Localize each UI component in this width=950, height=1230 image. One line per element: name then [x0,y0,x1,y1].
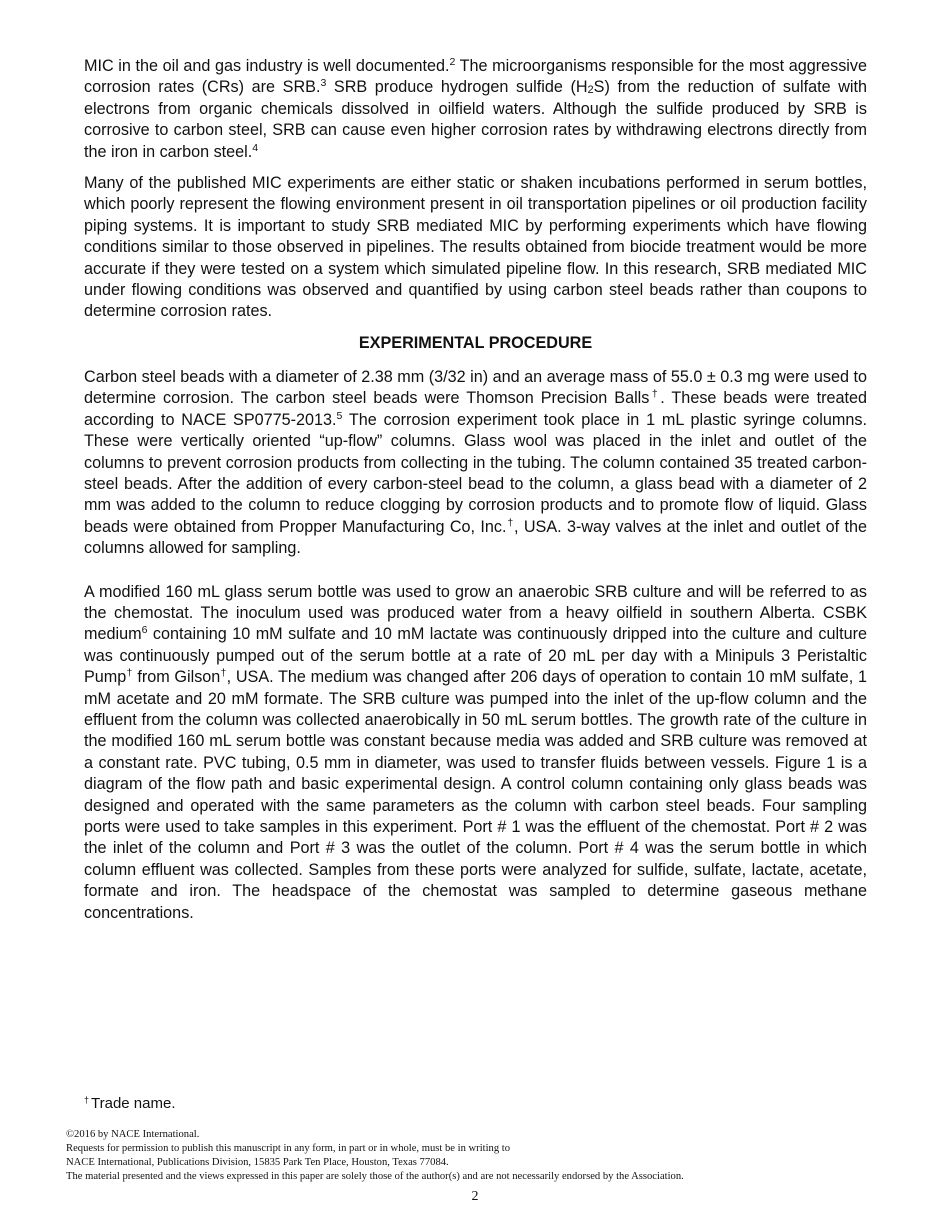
copyright-notice [66,1128,684,1184]
page-body [84,56,867,934]
copyright-line: Requests for permission to publish this manuscript in any form, in part or in whole, must be in writing to [66,1143,511,1154]
trademark-dagger: † [126,667,133,680]
text-run: containing 10 mM sulfate and 10 mM lactate was continuously dripped into the culture and culture was continuously pumped out of the serum bottle at a rate of 20 mL per day with a Minipuls 3 Peristaltic Pump [84,625,867,687]
text-run: MIC in the oil and gas industry is well documented. [84,57,450,75]
trademark-dagger: † [649,388,661,401]
copyright-line: The material presented and the views expressed in this paper are solely those of the author(s) and are not necessarily endorsed by the Association. [66,1171,684,1182]
trademark-dagger: † [220,667,227,680]
paragraph-intro-mic [84,56,867,163]
subscript: 2 [587,84,594,97]
text-run: , USA. The medium was changed after 206 days of operation to contain 10 mM sulfate, 1 mM acetate and 20 mM formate. The SRB culture was pumped into the inlet of the up-flow column and the effluent from the column was collected anaerobically in 50 mL serum bottles. The growth rate of the culture in the modified 160 mL serum bottle was constant because media was added and SRB culture was removed at a constant rate. PVC tubing, 0.5 mm in diameter, was used to transfer fluids between vessels. Figure 1 is a diagram of the flow path and basic experimental design. A control column containing only glass beads was designed and operated with the same parameters as the column with carbon steel beads. Four sampling ports were used to take samples in this experiment. Port # 1 was the effluent of the chemostat. Port # 2 was the inlet of the column and Port # 3 was the outlet of the column. Port # 4 was the serum bottle in which column effluent was collected. Samples from these ports were analyzed for sulfide, sulfate, lactate, acetate, formate and iron. The headspace of the chemostat was sampled to determine gaseous methane concentrations. [84,668,867,922]
paragraph-chemostat [84,582,867,925]
text-run: Carbon steel beads with a diameter of 2.38 mm (3/32 in) and an average mass of 55.0 ± 0.3 mg were used to determine corrosion. The carbon steel beads were Thomson Precision Balls [84,367,867,408]
text-run: The corrosion experiment took place in 1 mL plastic syringe columns. These were vertically oriented “up-flow” columns. Glass wool was placed in the inlet and outlet of the columns to prevent corrosion products from collecting in the tubing. The column contained 35 treated carbon-steel beads. After the addition of every carbon-steel bead to the column, a glass bead with a diameter of 2 mm was added to the column to reduce clogging by corrosion products and to promote flow of liquid. Glass beads were obtained from Propper Manufacturing Co, Inc. [84,410,867,536]
text-run: The microorganisms responsible for the most aggressive corrosion rates (CRs) are SRB. [84,57,867,97]
text-run: A modified 160 mL glass serum bottle was used to grow an anaerobic SRB culture and will be referred to as the chemostat. The inoculum used was produced water from a heavy oilfield in southern Alberta. CSBK medium [84,582,867,644]
footnote-mark: † [84,1096,90,1105]
copyright-line: NACE International, Publications Division, 15835 Park Ten Place, Houston, Texas 77084. [66,1157,449,1168]
footnote [84,1096,176,1108]
text-run: , USA. 3-way valves at the inlet and outlet of the columns allowed for sampling. [84,517,868,558]
paragraph-published-experiments: Many of the published MIC experiments are either static or shaken incubations performed in serum bottles, which poorly represent the flowing environment present in oil transportation pipelines or oil production facility piping systems. It is important to study SRB mediated MIC by performing experiments which have flowing conditions similar to those observed in pipelines. The results obtained from biocide treatment would be more accurate if they were tested on a system which simulated pipeline flow. In this research, SRB mediated MIC under flowing conditions was observed and quantified by using carbon steel beads rather than coupons to determine corrosion rates. [84,174,867,321]
citation-ref: 4 [252,141,259,154]
citation-ref: 6 [141,624,148,637]
text-run: . These beads were treated according to NACE SP0775-2013. [84,389,867,429]
citation-ref: 3 [320,77,327,90]
section-heading: EXPERIMENTAL PROCEDURE [358,333,593,352]
text-run: S) from the reduction of sulfate with electrons from organic chemicals dissolved in oilfield waters. Although the sulfide produced by SRB is corrosive to carbon steel, SRB can cause even higher corrosion rates by withdrawing electrons directly from the iron in carbon steel. [84,78,867,161]
text-run: SRB produce hydrogen sulfide (H [326,78,588,97]
citation-ref: 2 [449,56,456,68]
citation-ref: 5 [336,409,343,422]
paragraph-carbon-steel-beads [84,367,867,560]
text-run: from Gilson [132,668,221,687]
trademark-dagger: † [506,516,514,529]
page-number: 2 [471,1189,479,1204]
copyright-line: ©2016 by NACE International. [66,1129,200,1140]
footnote-text: Trade name. [91,1096,176,1108]
